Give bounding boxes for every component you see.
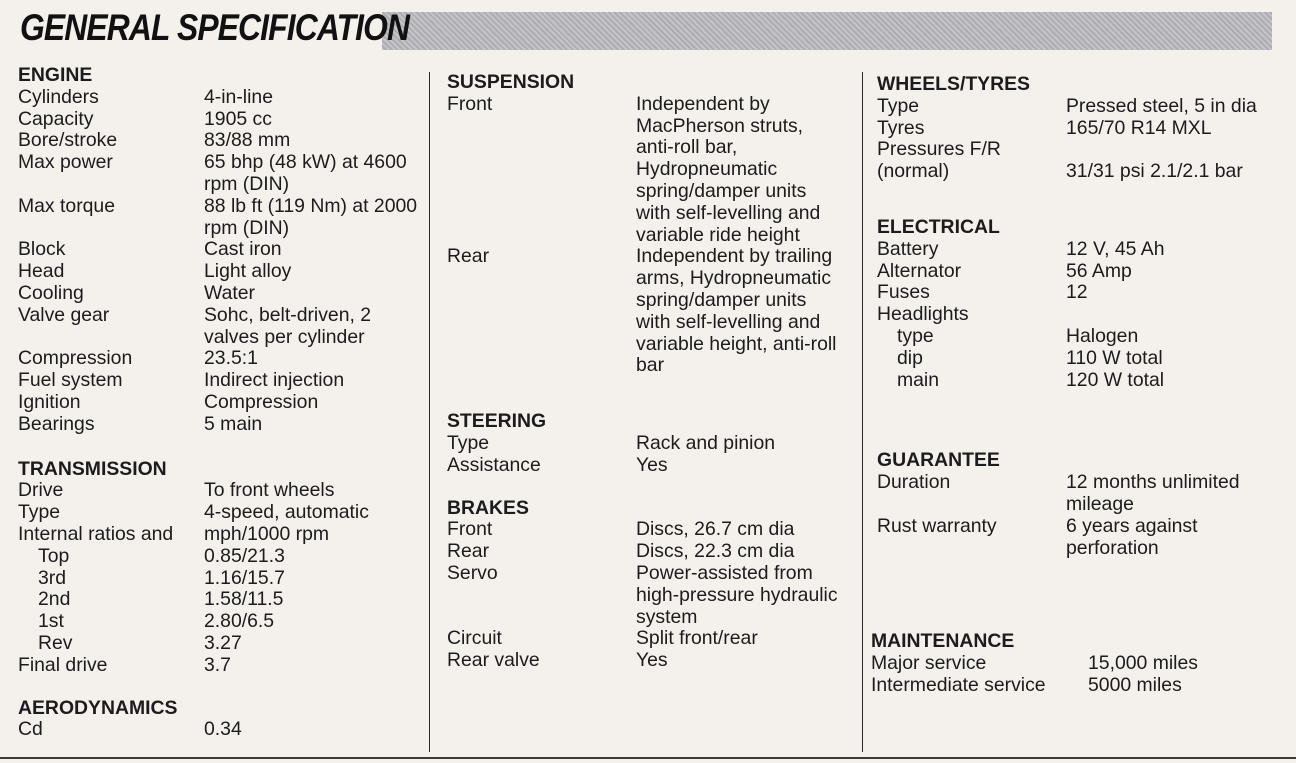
spec-row xyxy=(877,472,1282,516)
spec-label: dip xyxy=(897,346,923,369)
spec-value: 12 months unlimited mileage xyxy=(1066,471,1240,515)
spec-label: Pressures F/R xyxy=(877,138,1001,161)
spec-label: Front xyxy=(447,92,493,115)
spec-row xyxy=(877,161,1282,183)
section-title: AERODYNAMICS xyxy=(18,696,178,719)
spec-label: Rear xyxy=(447,245,490,268)
spec-label: Duration xyxy=(877,471,951,494)
spec-label: (normal) xyxy=(877,160,950,183)
spec-label: Major service xyxy=(871,652,987,675)
header xyxy=(20,6,1272,50)
spec-row xyxy=(18,502,426,524)
spec-row xyxy=(18,283,426,305)
spec-column-2 xyxy=(447,72,855,672)
spec-row xyxy=(447,433,855,455)
spec-row xyxy=(877,304,1282,326)
section-guarantee xyxy=(877,450,1282,559)
spec-row xyxy=(447,628,855,650)
column-divider xyxy=(862,72,863,752)
spec-value: Yes xyxy=(636,453,668,476)
spec-row xyxy=(447,94,855,247)
spec-value: 4-in-line xyxy=(204,85,273,108)
spec-value: 0.85/21.3 xyxy=(204,544,285,567)
spec-row xyxy=(871,675,1282,697)
spec-row xyxy=(877,370,1282,392)
spec-label: Alternator xyxy=(877,259,962,282)
spec-value: 83/88 mm xyxy=(204,129,291,152)
spec-row xyxy=(18,392,426,414)
spec-row xyxy=(18,87,426,109)
spec-row xyxy=(447,541,855,563)
spec-row xyxy=(447,246,855,377)
spec-value xyxy=(1066,304,1282,326)
spec-row xyxy=(18,196,426,240)
spec-value: 15,000 miles xyxy=(1088,652,1198,675)
spec-value: Halogen xyxy=(1066,324,1139,347)
section-title: ELECTRICAL xyxy=(877,215,1000,238)
spec-value xyxy=(1066,139,1282,161)
section-title: MAINTENANCE xyxy=(871,630,1015,653)
spec-row xyxy=(18,305,426,349)
spec-value: mph/1000 rpm xyxy=(204,522,330,545)
spec-label: 3rd xyxy=(38,566,67,589)
spec-value: 1.58/11.5 xyxy=(204,588,284,611)
spec-label: Headlights xyxy=(877,303,969,326)
spec-label: Top xyxy=(38,544,70,567)
spec-label: Fuel system xyxy=(18,369,123,392)
title-accent-bar xyxy=(382,12,1272,50)
spec-label: Type xyxy=(877,94,920,117)
spec-value: Light alloy xyxy=(204,260,292,283)
spec-row xyxy=(877,261,1282,283)
section-title: STEERING xyxy=(447,410,547,433)
spec-label: Circuit xyxy=(447,627,502,650)
spec-label: Valve gear xyxy=(18,303,110,326)
spec-value: 0.34 xyxy=(204,718,242,741)
section-title: ENGINE xyxy=(18,64,93,86)
spec-row xyxy=(447,455,855,477)
spec-label: Tyres xyxy=(877,116,925,139)
spec-label: Compression xyxy=(18,347,133,370)
spec-row xyxy=(877,139,1282,161)
spec-row xyxy=(18,370,426,392)
spec-row xyxy=(18,524,426,546)
spec-value: 12 V, 45 Ah xyxy=(1066,237,1165,260)
spec-label: 2nd xyxy=(38,588,71,611)
section-wheels-tyres xyxy=(877,74,1282,183)
spec-value: Discs, 26.7 cm dia xyxy=(636,518,795,541)
spec-value: Independent by trailing arms, Hydropneumatic spring/damper units with self-levelling and variable height, anti-roll bar xyxy=(636,245,837,377)
spec-row xyxy=(877,118,1282,140)
spec-value: Sohc, belt-driven, 2 valves per cylinder xyxy=(204,303,372,348)
page-title: GENERAL SPECIFICATION xyxy=(20,7,410,48)
spec-label: Bore/stroke xyxy=(18,129,118,152)
section-brakes xyxy=(447,498,855,672)
spec-label: Fuses xyxy=(877,281,930,304)
spec-row xyxy=(18,611,426,633)
spec-label: Front xyxy=(447,518,493,541)
spec-label: 1st xyxy=(38,610,64,633)
spec-value: 56 Amp xyxy=(1066,259,1132,282)
spec-label: Assistance xyxy=(447,453,541,476)
spec-row xyxy=(18,589,426,611)
bottom-rule xyxy=(0,757,1296,759)
spec-row xyxy=(18,414,426,436)
spec-label: Intermediate service xyxy=(871,673,1046,696)
section-title: WHEELS/TYRES xyxy=(877,73,1030,95)
spec-row xyxy=(871,653,1282,675)
spec-value: 5000 miles xyxy=(1088,673,1182,696)
spec-value: 1905 cc xyxy=(204,107,272,130)
spec-value: 3.27 xyxy=(204,631,242,654)
section-suspension xyxy=(447,72,855,377)
section-electrical xyxy=(877,217,1282,391)
spec-label: Drive xyxy=(18,479,64,502)
spec-value: Cast iron xyxy=(204,238,282,261)
spec-label: Rust warranty xyxy=(877,514,997,537)
spec-row xyxy=(877,96,1282,118)
spec-label: Servo xyxy=(447,561,498,584)
spec-value: 12 xyxy=(1066,281,1088,304)
spec-row xyxy=(18,480,426,502)
spec-value: 4-speed, automatic xyxy=(204,501,369,524)
spec-value: To front wheels xyxy=(204,479,335,502)
section-engine xyxy=(18,65,426,436)
spec-label: Max torque xyxy=(18,194,116,217)
spec-label: Head xyxy=(18,260,65,283)
spec-label: Max power xyxy=(18,151,113,174)
spec-row xyxy=(18,109,426,131)
spec-label: Rear xyxy=(447,540,490,563)
spec-value: 3.7 xyxy=(204,653,231,676)
spec-label: Capacity xyxy=(18,107,94,130)
spec-row xyxy=(18,261,426,283)
spec-label: Cylinders xyxy=(18,85,99,108)
spec-label: Battery xyxy=(877,237,939,260)
spec-label: Cooling xyxy=(18,281,84,304)
spec-row xyxy=(18,348,426,370)
spec-row xyxy=(18,130,426,152)
section-maintenance xyxy=(871,631,1282,696)
spec-label: main xyxy=(897,368,940,391)
spec-column-3 xyxy=(871,73,1282,697)
spec-row xyxy=(877,516,1282,560)
spec-row xyxy=(18,633,426,655)
section-title: SUSPENSION xyxy=(447,71,575,93)
spec-label: Rear valve xyxy=(447,649,540,672)
spec-value: Indirect injection xyxy=(204,369,345,392)
spec-label: Final drive xyxy=(18,653,108,676)
spec-value: Discs, 22.3 cm dia xyxy=(636,540,795,563)
spec-value: 165/70 R14 MXL xyxy=(1066,116,1212,139)
spec-row xyxy=(18,568,426,590)
spec-label: type xyxy=(897,324,934,347)
spec-label: Ignition xyxy=(18,390,81,413)
spec-row xyxy=(877,326,1282,348)
spec-row xyxy=(18,152,426,196)
section-steering xyxy=(447,411,855,476)
section-title: BRAKES xyxy=(447,496,529,519)
spec-row xyxy=(18,546,426,568)
spec-value: 65 bhp (48 kW) at 4600 rpm (DIN) xyxy=(204,151,407,195)
spec-value: Water xyxy=(204,281,255,304)
spec-row xyxy=(447,650,855,672)
spec-value: 88 lb ft (119 Nm) at 2000 rpm (DIN) xyxy=(204,194,418,239)
spec-value: Split front/rear xyxy=(636,627,758,650)
spec-value: Power-assisted from high-pressure hydraulic system xyxy=(636,561,838,628)
spec-value: Independent by MacPherson struts, anti-roll bar, Hydropneumatic spring/damper units with self-levelling and variable ride height xyxy=(636,92,821,246)
column-divider xyxy=(429,72,430,752)
spec-label: Type xyxy=(18,501,61,524)
spec-row xyxy=(877,239,1282,261)
spec-row xyxy=(877,348,1282,370)
spec-value: 1.16/15.7 xyxy=(204,566,285,589)
section-title: GUARANTEE xyxy=(877,449,1000,472)
spec-label: Block xyxy=(18,238,66,261)
spec-value: 2.80/6.5 xyxy=(204,610,275,633)
spec-value: Yes xyxy=(636,649,668,672)
spec-label: Rev xyxy=(38,631,73,654)
spec-value: 6 years against perforation xyxy=(1066,514,1198,559)
spec-row xyxy=(447,519,855,541)
spec-row xyxy=(18,655,426,677)
spec-value: 5 main xyxy=(204,412,263,435)
spec-value: Pressed steel, 5 in dia xyxy=(1066,94,1257,117)
section-aerodynamics xyxy=(18,698,426,742)
section-title: TRANSMISSION xyxy=(18,457,167,480)
spec-row xyxy=(18,719,426,741)
spec-value: 110 W total xyxy=(1066,346,1163,369)
spec-value: 23.5:1 xyxy=(204,347,258,370)
spec-value: Compression xyxy=(204,390,319,413)
spec-column-1 xyxy=(18,65,426,741)
spec-label: Cd xyxy=(18,718,43,741)
section-transmission xyxy=(18,459,426,677)
spec-row xyxy=(18,239,426,261)
spec-value: 120 W total xyxy=(1066,368,1165,391)
spec-row xyxy=(877,282,1282,304)
spec-row xyxy=(447,563,855,628)
spec-label: Bearings xyxy=(18,412,95,435)
spec-label: Internal ratios and xyxy=(18,522,174,545)
spec-label: Type xyxy=(447,431,490,454)
spec-value: 31/31 psi 2.1/2.1 bar xyxy=(1066,160,1243,183)
spec-value: Rack and pinion xyxy=(636,431,776,454)
